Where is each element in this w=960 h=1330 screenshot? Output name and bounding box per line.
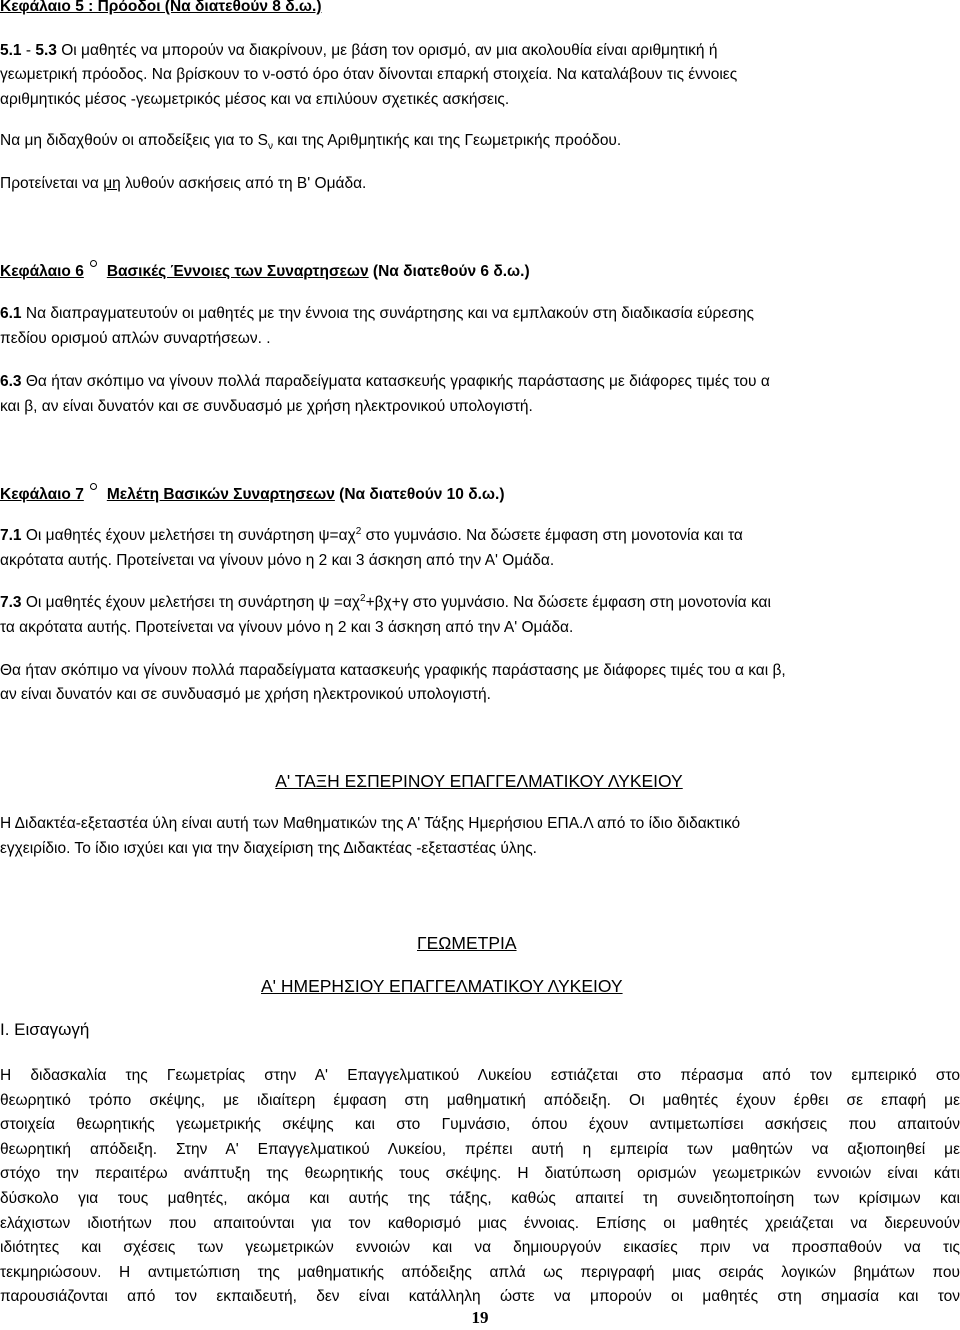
ch5-para-text: Οι μαθητές να μπορούν να διακρίνουν, με βάση τον ορισμό, αν μια ακολουθία είναι αριθμητική ή <box>56 42 718 59</box>
superscript-2: 2 <box>360 592 366 604</box>
ch6-para2-line-1 <box>0 372 770 392</box>
ch5-exercise-note-text-2: λυθούν ασκήσεις από τη Β' Ομάδα. <box>120 175 367 192</box>
chapter6-name: Βασικές Έννοιες των Συναρτησεων <box>106 263 369 280</box>
subscript-nu: ν <box>268 141 273 153</box>
ch7-para1-text: Οι μαθητές έχουν μελετήσει τη συνάρτηση ψ=αχ <box>21 527 356 544</box>
geometry-para-line: στοιχεία θεωρητικής γεωμετρικής σκέψης και στο Γυμνάσιο, όπου έχουν αντιμετωπίσει ασκήσεις που απαιτούν <box>0 1116 960 1134</box>
underlined-word: μη <box>103 175 121 192</box>
range-dash: - <box>21 42 36 59</box>
ch5-proof-note-text-2: και της Αριθμητικής και της Γεωμετρικής προόδου. <box>273 132 622 149</box>
ch7-para1-line-1 <box>0 526 743 546</box>
geometry-para-line: θεωρητικό τρόπο σκέψης, με ιδιαίτερη έμφαση στη μαθηματική απόδειξη. Οι μαθητές έχουν έρθει σε επαφή με <box>0 1091 960 1109</box>
ch7-para3-line-1: Θα ήταν σκόπιμο να γίνουν πολλά παραδείγματα κατασκευής γραφικής παράστασης με διάφορες τιμές του α και β, <box>0 662 786 679</box>
geometry-para-line: ιδιότητες και σχέσεις των γεωμετρικών εννοιών και να δημιουργούν εικασίες πριν να προσπαθούν να τις <box>0 1239 960 1257</box>
ch5-proof-note-text: Να μη διδαχθούν οι αποδείξεις για το S <box>0 132 268 149</box>
ch7-para1-line-2: ακρότατα αυτής. Προτείνεται να γίνουν μόνο η 2 και 3 άσκηση από την Α' Ομάδα. <box>0 552 555 569</box>
chapter6-hours: (Να διατεθούν 6 δ.ω.) <box>368 263 530 280</box>
geometry-heading: ΓΕΩΜΕΤΡΙΑ <box>417 933 517 953</box>
section-number: 7.1 <box>0 527 22 544</box>
chapter6-label: Κεφάλαιο 6 <box>0 263 84 280</box>
ch7-para2-line-1 <box>0 593 771 613</box>
geometry-para-line: δύσκολο για τους μαθητές, ακόμα και αυτής της τάξης, καθώς απαιτεί τη συνειδητοποίηση των κρίσιμων και <box>0 1190 960 1207</box>
ch7-para2-text-2: +βχ+γ στο γυμνάσιο. Να δώσετε έμφαση στη μονοτονία και <box>365 594 771 611</box>
ch7-para2-text: Οι μαθητές έχουν μελετήσει τη συνάρτηση ψ =αχ <box>21 594 361 611</box>
chapter7-title <box>0 483 505 505</box>
chapter5-title: Κεφάλαιο 5 : Πρόοδοι (Να διατεθούν 8 δ.ω.) <box>0 0 322 15</box>
degree-mark <box>90 483 97 490</box>
intro-title: Ι. Εισαγωγή <box>0 1020 90 1039</box>
degree-mark <box>90 260 97 267</box>
ch6-para2-line-2: και β, αν είναι δυνατόν και σε συνδυασμό με χρήση ηλεκτρονικού υπολογιστή. <box>0 398 533 415</box>
chapter7-hours: (Να διατεθούν 10 δ.ω.) <box>334 486 505 503</box>
section-number: 6.3 <box>0 373 22 390</box>
page-number: 19 <box>471 1308 489 1327</box>
ch6-para1-text: Να διαπραγματευτούν οι μαθητές με την έννοια της συνάρτησης και να εμπλακούν στη διαδικασία εύρεσης <box>21 305 754 322</box>
superscript-2: 2 <box>355 525 362 537</box>
ch5-exercise-note <box>0 174 366 194</box>
evening-heading: Α' ΤΑΞΗ ΕΣΠΕΡΙΝΟΥ ΕΠΑΓΓΕΛΜΑΤΙΚΟΥ ΛΥΚΕΙΟΥ <box>275 771 683 791</box>
ch7-para1-text-2: στο γυμνάσιο. Να δώσετε έμφαση στη μονοτονία και τα <box>361 527 743 544</box>
section-number: 6.1 <box>0 305 22 322</box>
chapter7-label: Κεφάλαιο 7 <box>0 486 84 503</box>
evening-para-line-1: Η Διδακτέα-εξεταστέα ύλη είναι αυτή των Μαθηματικών της Α' Τάξης Ημερήσιου ΕΠΑ.Λ από το ίδιο διδακτικό <box>0 815 741 832</box>
chapter6-title <box>0 260 530 282</box>
section-number: 5.1 <box>0 42 22 59</box>
geometry-para-line: ελάχιστων ιδιοτήτων που απαιτούνται για τον καθορισμό μιας έννοιας. Επίσης οι μαθητές χρειάζεται να διερευνούν <box>0 1214 960 1232</box>
geometry-para-line: τεκμηριώσουν. Η αντιμετώπιση της μαθηματικής απόδειξης απλά ως περιγραφή μιας σειράς λογικών βημάτων που <box>0 1263 960 1281</box>
ch5-para-line-3: αριθμητικός μέσος -γεωμετρικός μέσος και να επιλύουν σχετικές ασκήσεις. <box>0 91 510 108</box>
ch5-exercise-note-text: Προτείνεται να <box>0 175 104 192</box>
ch6-para2-text: Θα ήταν σκόπιμο να γίνουν πολλά παραδείγματα κατασκευής γραφικής παράστασης με διάφορες τιμές του α <box>21 373 770 390</box>
ch7-para2-line-2: τα ακρότατα αυτής. Προτείνεται να γίνουν μόνο η 2 και 3 άσκηση από την Α' Ομάδα. <box>0 619 574 636</box>
evening-para-line-2: εγχειρίδιο. Το ίδιο ισχύει και για την διαχείριση της Διδακτέας -εξεταστέας ύλης. <box>0 840 537 857</box>
ch5-proof-note <box>0 131 621 151</box>
ch5-para-line-2: γεωμετρική πρόοδος. Να βρίσκουν το ν-οστό όρο όταν δίνονται επαρκή στοιχεία. Να καταλάβουν τις έννοιες <box>0 66 738 83</box>
geometry-subheading: Α' ΗΜΕΡΗΣΙΟΥ ΕΠΑΓΓΕΛΜΑΤΙΚΟΥ ΛΥΚΕΙΟΥ <box>261 976 623 996</box>
geometry-para-line: παρουσιάζονται από τον εκπαιδευτή, δεν είναι κατάλληλη ώστε να μπορούν οι μαθητές στη σημασία και τον <box>0 1288 960 1306</box>
section-number: 5.3 <box>35 42 57 59</box>
geometry-para-line: Η διδασκαλία της Γεωμετρίας στην Α' Επαγγελματικού Λυκείου εστιάζεται στο πέρασμα από τον εμπειρικό στο <box>0 1067 960 1084</box>
geometry-para-line: στόχο την περαιτέρω ανάπτυξη της θεωρητικής τους σκέψης. Η διατύπωση ορισμών γεωμετρικών εννοιών είναι κάτι <box>0 1165 960 1183</box>
section-number: 7.3 <box>0 594 22 611</box>
ch5-para-line-1 <box>0 41 717 61</box>
chapter7-name: Μελέτη Βασικών Συναρτησεων <box>106 486 335 503</box>
ch7-para3-line-2: αν είναι δυνατόν και σε συνδυασμό με χρήση ηλεκτρονικού υπολογιστή. <box>0 686 491 703</box>
geometry-para-line: θεωρητική απόδειξη. Στην Α' Επαγγελματικού Λυκείου, πρέπει αυτή η εμπειρία των μαθητών να αξιοποιηθεί με <box>0 1140 960 1158</box>
ch6-para1-line-1 <box>0 304 754 324</box>
ch6-para1-line-2: πεδίου ορισμού απλών συναρτήσεων. . <box>0 330 271 347</box>
